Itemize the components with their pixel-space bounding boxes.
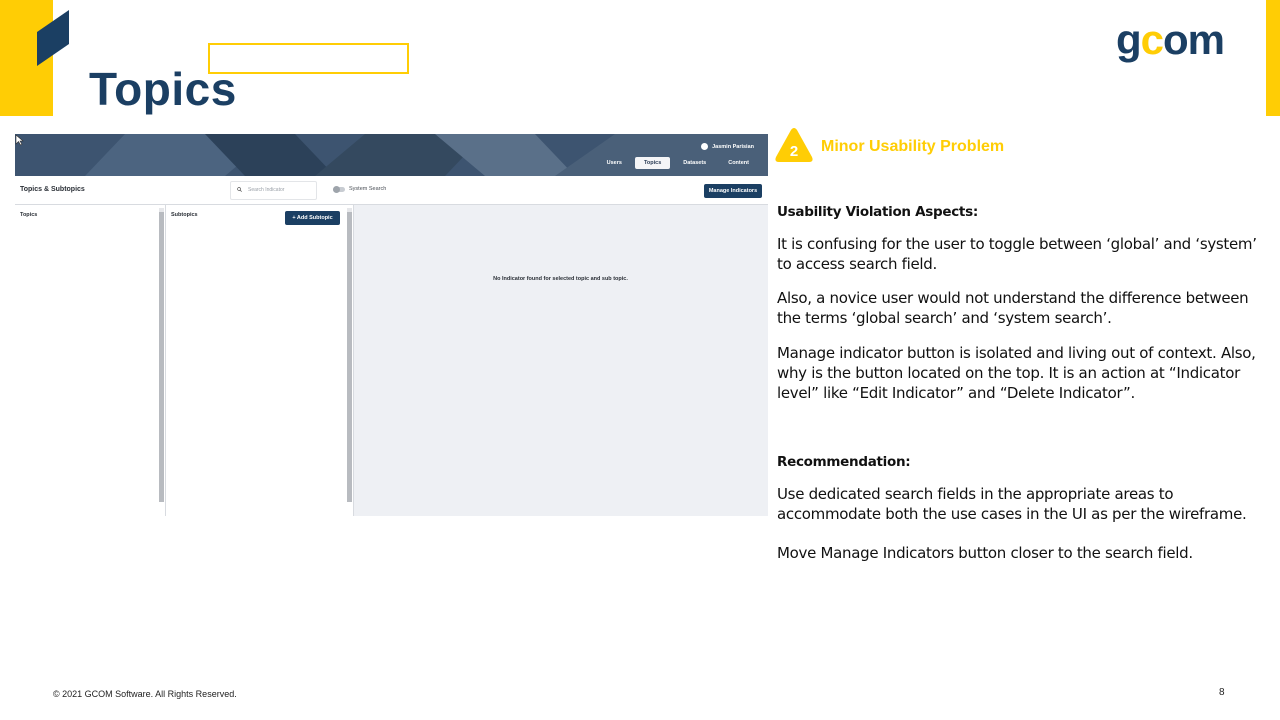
add-subtopic-button[interactable]: + Add Subtopic: [285, 211, 340, 225]
highlight-box: [208, 43, 409, 74]
top-nav: [598, 157, 758, 169]
severity-number: 2: [789, 143, 799, 160]
user-avatar-icon: [701, 143, 708, 150]
search-icon: [237, 187, 242, 192]
system-search-toggle[interactable]: [333, 187, 345, 192]
recommendation-paragraph-1: Use dedicated search fields in the appropriate areas to accommodate both the use cases in the UI as per the wireframe.: [777, 485, 1247, 523]
violation-paragraph-3: Manage indicator button is isolated and living out of context. Also, why is the button located on the top. It is an action at “Indicator level” like “Edit Indicator” and “Delete Indicator”.: [777, 344, 1256, 402]
warning-triangle-icon: [774, 127, 814, 163]
user-name: Jasmin Parisian: [712, 143, 754, 150]
toolbar: [15, 176, 768, 205]
topics-header: Topics: [20, 212, 38, 218]
subtopics-scrollbar[interactable]: [347, 208, 352, 502]
nav-tab-users[interactable]: Users: [606, 160, 622, 166]
nav-tab-content[interactable]: Content: [728, 160, 749, 166]
nav-tab-datasets[interactable]: Datasets: [683, 160, 707, 166]
severity-label: Minor Usability Problem: [821, 138, 1005, 155]
manage-indicators-button[interactable]: Manage Indicators: [704, 184, 762, 198]
slide-title: Topics: [89, 63, 237, 115]
toolbar-title: Topics & Subtopics: [20, 186, 85, 193]
recommendation-heading: Recommendation:: [777, 454, 911, 470]
subtopics-column: [166, 205, 354, 516]
copyright-footer: © 2021 GCOM Software. All Rights Reserved.: [53, 689, 237, 699]
subtopics-header: Subtopics: [171, 212, 198, 218]
violation-heading: Usability Violation Aspects:: [777, 204, 978, 220]
blue-ribbon-shape: [37, 10, 69, 66]
nav-tab-topics[interactable]: Topics: [635, 157, 670, 169]
banner-pattern: [15, 134, 768, 176]
header-banner: [15, 134, 768, 176]
topics-column: [15, 205, 166, 516]
gcom-logo: gcom: [1116, 16, 1225, 63]
violation-paragraph-2: Also, a novice user would not understand the difference between the terms ‘global search’ and ‘system search’.: [777, 289, 1249, 327]
search-indicator-input[interactable]: [230, 181, 317, 200]
empty-indicator-message: No Indicator found for selected topic and sub topic.: [493, 276, 628, 282]
system-search-label: System Search: [349, 186, 387, 192]
app-screenshot: [15, 134, 768, 516]
yellow-accent-bar-right: [1266, 0, 1280, 116]
violation-paragraph-1: It is confusing for the user to toggle between ‘global’ and ‘system’ to access search field.: [777, 235, 1257, 273]
recommendation-paragraph-2: Move Manage Indicators button closer to the search field.: [777, 544, 1193, 562]
page-number: 8: [1219, 687, 1225, 698]
topics-scrollbar[interactable]: [159, 208, 164, 502]
search-placeholder: Search Indicator: [248, 187, 285, 193]
mouse-cursor-icon: [15, 134, 25, 146]
user-menu[interactable]: [701, 143, 754, 150]
